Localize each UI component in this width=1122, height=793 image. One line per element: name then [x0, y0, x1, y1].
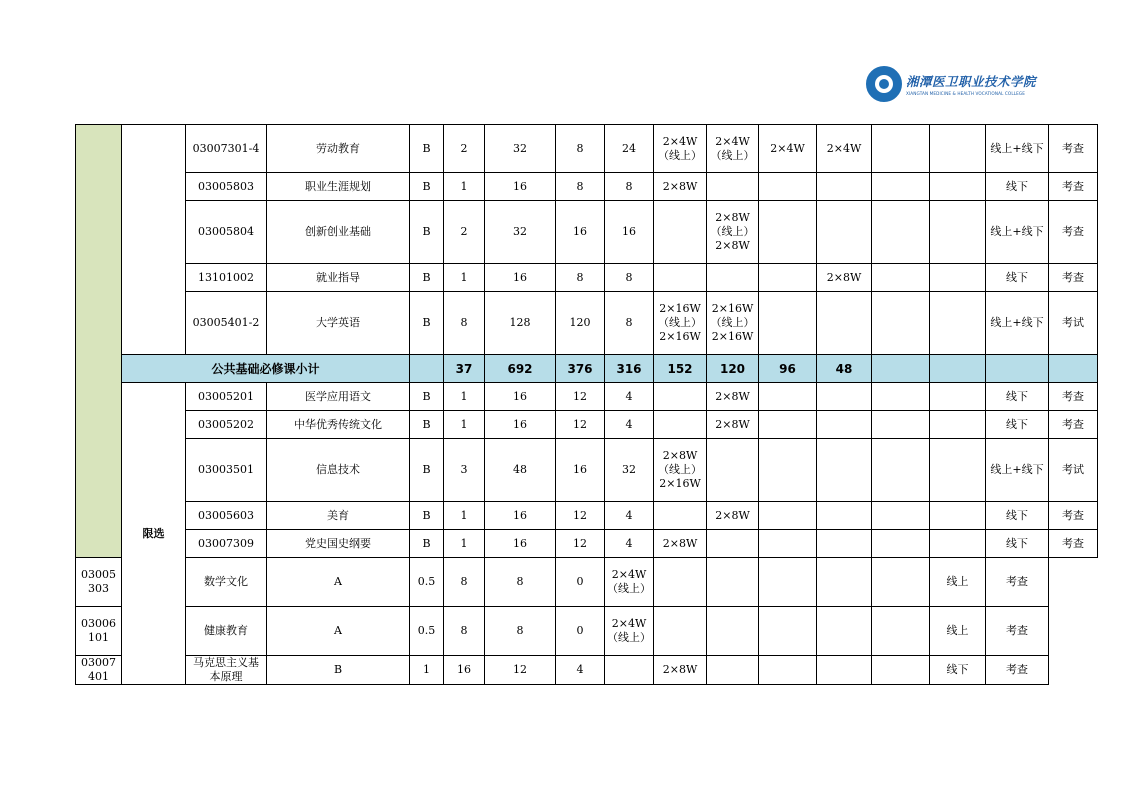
cell-course-code: 03005401-2	[186, 292, 267, 355]
subtotal-practice-hours: 316	[605, 355, 654, 383]
cell-semester-1	[654, 201, 707, 264]
cell-assessment: 考查	[1049, 502, 1098, 530]
cell-semester-6	[930, 173, 986, 201]
cell-semester-1: 2×8W	[654, 173, 707, 201]
cell-semester-1	[654, 264, 707, 292]
cell-semester-1: 2×4W（线上）	[654, 125, 707, 173]
logo-name-cn: 湘潭医卫职业技术学院	[906, 74, 1037, 89]
cell-practice-hours: 4	[605, 411, 654, 439]
cell-course-name: 大学英语	[267, 292, 410, 355]
cell-course-code: 03007401	[76, 656, 122, 685]
cell-practice-hours: 8	[605, 292, 654, 355]
cell-course-name: 健康教育	[186, 607, 267, 656]
subtotal-semester-3: 96	[759, 355, 817, 383]
cell-semester-4	[817, 201, 872, 264]
cell-practice-hours: 4	[556, 656, 605, 685]
cell-semester-4	[817, 502, 872, 530]
cell-semester-6	[930, 292, 986, 355]
cell-teaching-mode: 线上	[930, 607, 986, 656]
cell-practice-hours: 4	[605, 502, 654, 530]
cell-semester-4	[817, 292, 872, 355]
cell-semester-1: 2×4W（线上）	[605, 558, 654, 607]
cell-semester-3	[759, 383, 817, 411]
cell-semester-2	[707, 264, 759, 292]
cell-semester-1: 2×8W（线上） 2×16W	[654, 439, 707, 502]
cell-course-name: 中华优秀传统文化	[267, 411, 410, 439]
cell-credit: 1	[444, 264, 485, 292]
cell-course-code: 03005603	[186, 502, 267, 530]
cell-credit: 1	[444, 383, 485, 411]
cell-semester-1	[654, 411, 707, 439]
college-seal-icon	[866, 66, 902, 102]
cell-semester-2: 2×4W（线上）	[707, 125, 759, 173]
cell-semester-2	[707, 173, 759, 201]
cell-theory-hours: 12	[556, 411, 605, 439]
cell-assessment: 考查	[986, 656, 1049, 685]
cell-semester-2	[707, 530, 759, 558]
cell-semester-3	[759, 292, 817, 355]
cell-semester-6	[872, 558, 930, 607]
cell-semester-2	[654, 607, 707, 656]
cell-teaching-mode: 线上+线下	[986, 292, 1049, 355]
cell-total-hours: 48	[485, 439, 556, 502]
table-row	[76, 173, 1098, 201]
table-row	[76, 502, 1098, 530]
cell-semester-2	[707, 439, 759, 502]
cell-semester-6	[872, 607, 930, 656]
logo-name-en: XIANGTAN MEDICINE & HEALTH VOCATIONAL COLLEGE	[906, 91, 1026, 96]
cell-practice-hours: 8	[605, 173, 654, 201]
subtotal-total-hours: 692	[485, 355, 556, 383]
cell-semester-5	[872, 201, 930, 264]
course-plan-table	[75, 124, 1098, 685]
cell-course-type: B	[410, 292, 444, 355]
cell-course-type: B	[410, 502, 444, 530]
cell-assessment: 考查	[1049, 530, 1098, 558]
cell-semester-4: 2×4W	[817, 125, 872, 173]
cell-course-name: 美育	[267, 502, 410, 530]
subtotal-semester-2: 120	[707, 355, 759, 383]
cell-credit: 0.5	[410, 607, 444, 656]
cell-semester-6	[930, 383, 986, 411]
table-row	[76, 558, 1098, 607]
cell-course-code: 03007301-4	[186, 125, 267, 173]
cell-total-hours: 32	[485, 125, 556, 173]
table-row	[76, 125, 1098, 173]
cell-semester-3	[759, 530, 817, 558]
cell-theory-hours: 12	[556, 530, 605, 558]
cell-practice-hours: 0	[556, 558, 605, 607]
cell-teaching-mode: 线下	[930, 656, 986, 685]
cell-semester-6	[930, 502, 986, 530]
cell-semester-3	[759, 264, 817, 292]
cell-semester-6	[930, 530, 986, 558]
subtotal-type	[410, 355, 444, 383]
cell-course-code: 03005804	[186, 201, 267, 264]
cell-total-hours: 32	[485, 201, 556, 264]
cell-credit: 1	[410, 656, 444, 685]
cell-total-hours: 16	[485, 530, 556, 558]
cell-assessment: 考查	[986, 558, 1049, 607]
cell-semester-1	[654, 502, 707, 530]
cell-total-hours: 16	[485, 411, 556, 439]
cell-semester-5	[817, 607, 872, 656]
cell-total-hours: 16	[444, 656, 485, 685]
subtotal-semester-1: 152	[654, 355, 707, 383]
cell-teaching-mode: 线下	[986, 530, 1049, 558]
cell-credit: 2	[444, 201, 485, 264]
cell-semester-4	[759, 607, 817, 656]
table-row	[76, 292, 1098, 355]
cell-total-hours: 16	[485, 502, 556, 530]
cell-theory-hours: 16	[556, 439, 605, 502]
cell-credit: 1	[444, 411, 485, 439]
cell-practice-hours: 24	[605, 125, 654, 173]
cell-semester-5	[817, 656, 872, 685]
cell-semester-1: 2×4W（线上）	[605, 607, 654, 656]
cell-credit: 8	[444, 292, 485, 355]
cell-teaching-mode: 线上+线下	[986, 125, 1049, 173]
cell-theory-hours: 12	[556, 502, 605, 530]
cell-semester-4	[759, 656, 817, 685]
table-body	[76, 125, 1098, 685]
cell-course-type: B	[410, 383, 444, 411]
cell-practice-hours: 0	[556, 607, 605, 656]
cell-course-type: B	[410, 530, 444, 558]
cell-semester-2: 2×8W	[707, 411, 759, 439]
cell-semester-6	[872, 656, 930, 685]
subtotal-teaching-mode	[986, 355, 1049, 383]
cell-semester-5	[872, 125, 930, 173]
college-logo	[866, 63, 1037, 105]
cell-credit: 1	[444, 173, 485, 201]
cell-semester-5	[872, 530, 930, 558]
subcategory-cell	[122, 125, 186, 355]
cell-assessment: 考查	[986, 607, 1049, 656]
cell-course-code: 13101002	[186, 264, 267, 292]
cell-theory-hours: 120	[556, 292, 605, 355]
cell-total-hours: 128	[485, 292, 556, 355]
subtotal-label: 公共基础必修课小计	[122, 355, 410, 383]
cell-total-hours: 16	[485, 173, 556, 201]
cell-practice-hours: 4	[605, 383, 654, 411]
cell-teaching-mode: 线下	[986, 173, 1049, 201]
cell-semester-5	[872, 292, 930, 355]
cell-practice-hours: 8	[605, 264, 654, 292]
cell-semester-3	[759, 502, 817, 530]
cell-course-name: 劳动教育	[267, 125, 410, 173]
table-row	[76, 607, 1098, 656]
cell-course-type: B	[410, 411, 444, 439]
cell-semester-6	[930, 264, 986, 292]
cell-course-code: 03005803	[186, 173, 267, 201]
cell-course-type: B	[410, 125, 444, 173]
cell-semester-3	[759, 439, 817, 502]
cell-semester-3	[707, 607, 759, 656]
cell-course-name: 职业生涯规划	[267, 173, 410, 201]
table-row	[76, 411, 1098, 439]
cell-theory-hours: 8	[485, 558, 556, 607]
cell-course-type: B	[267, 656, 410, 685]
cell-semester-4	[817, 411, 872, 439]
cell-course-code: 03005202	[186, 411, 267, 439]
cell-course-code: 03007309	[186, 530, 267, 558]
table-row	[76, 530, 1098, 558]
cell-teaching-mode: 线上+线下	[986, 439, 1049, 502]
cell-course-type: B	[410, 201, 444, 264]
subtotal-semester-6	[930, 355, 986, 383]
cell-total-hours: 16	[485, 264, 556, 292]
cell-practice-hours: 16	[605, 201, 654, 264]
cell-semester-5	[872, 173, 930, 201]
cell-semester-3	[759, 411, 817, 439]
cell-semester-5	[817, 558, 872, 607]
table-row	[76, 264, 1098, 292]
cell-theory-hours: 12	[485, 656, 556, 685]
cell-semester-4	[817, 383, 872, 411]
cell-assessment: 考查	[1049, 125, 1098, 173]
cell-course-name: 马克思主义基本原理	[186, 656, 267, 685]
cell-practice-hours: 32	[605, 439, 654, 502]
cell-credit: 0.5	[410, 558, 444, 607]
cell-semester-2	[654, 558, 707, 607]
subtotal-assessment	[1049, 355, 1098, 383]
cell-semester-6	[930, 411, 986, 439]
cell-teaching-mode: 线下	[986, 411, 1049, 439]
table-row	[76, 383, 1098, 411]
cell-semester-5	[872, 439, 930, 502]
cell-semester-6	[930, 201, 986, 264]
cell-theory-hours: 12	[556, 383, 605, 411]
cell-teaching-mode: 线下	[986, 383, 1049, 411]
cell-assessment: 考查	[1049, 173, 1098, 201]
subtotal-theory-hours: 376	[556, 355, 605, 383]
cell-teaching-mode: 线下	[986, 264, 1049, 292]
cell-total-hours: 16	[485, 383, 556, 411]
cell-total-hours: 8	[444, 558, 485, 607]
cell-course-code: 03005201	[186, 383, 267, 411]
cell-semester-1	[605, 656, 654, 685]
cell-semester-4	[817, 530, 872, 558]
cell-semester-5	[872, 411, 930, 439]
cell-theory-hours: 8	[556, 264, 605, 292]
cell-semester-3	[707, 558, 759, 607]
cell-semester-5	[872, 502, 930, 530]
cell-course-type: A	[267, 558, 410, 607]
cell-semester-3	[707, 656, 759, 685]
cell-semester-4	[759, 558, 817, 607]
cell-assessment: 考查	[1049, 264, 1098, 292]
cell-semester-2: 2×8W（线上）2×8W	[707, 201, 759, 264]
cell-semester-4	[817, 173, 872, 201]
cell-semester-4	[817, 439, 872, 502]
cell-course-code: 03005303	[76, 558, 122, 607]
cell-credit: 1	[444, 530, 485, 558]
category-cell	[76, 125, 122, 558]
cell-semester-1	[654, 383, 707, 411]
cell-course-type: B	[410, 439, 444, 502]
cell-course-name: 医学应用语文	[267, 383, 410, 411]
cell-semester-1: 2×16W（线上）2×16W	[654, 292, 707, 355]
cell-teaching-mode: 线上	[930, 558, 986, 607]
cell-theory-hours: 16	[556, 201, 605, 264]
cell-semester-3	[759, 173, 817, 201]
cell-course-name: 信息技术	[267, 439, 410, 502]
cell-semester-6	[930, 125, 986, 173]
cell-assessment: 考试	[1049, 292, 1098, 355]
cell-course-name: 数学文化	[186, 558, 267, 607]
cell-semester-5	[872, 264, 930, 292]
cell-course-name: 党史国史纲要	[267, 530, 410, 558]
cell-course-type: B	[410, 264, 444, 292]
cell-semester-2: 2×8W	[654, 656, 707, 685]
cell-credit: 3	[444, 439, 485, 502]
cell-teaching-mode: 线下	[986, 502, 1049, 530]
cell-semester-6	[930, 439, 986, 502]
cell-practice-hours: 4	[605, 530, 654, 558]
cell-semester-2: 2×16W（线上）2×16W	[707, 292, 759, 355]
cell-credit: 1	[444, 502, 485, 530]
table-row	[76, 439, 1098, 502]
cell-semester-4: 2×8W	[817, 264, 872, 292]
cell-assessment: 考试	[1049, 439, 1098, 502]
cell-course-type: A	[267, 607, 410, 656]
cell-course-name: 创新创业基础	[267, 201, 410, 264]
cell-course-code: 03003501	[186, 439, 267, 502]
cell-credit: 2	[444, 125, 485, 173]
cell-course-type: B	[410, 173, 444, 201]
subtotal-row	[76, 355, 1098, 383]
table-row	[76, 201, 1098, 264]
subtotal-semester-4: 48	[817, 355, 872, 383]
cell-theory-hours: 8	[556, 173, 605, 201]
subtotal-semester-5	[872, 355, 930, 383]
cell-theory-hours: 8	[556, 125, 605, 173]
cell-semester-3: 2×4W	[759, 125, 817, 173]
cell-semester-2: 2×8W	[707, 502, 759, 530]
cell-assessment: 考查	[1049, 201, 1098, 264]
restricted-category-label: 限选	[122, 383, 186, 685]
cell-assessment: 考查	[1049, 383, 1098, 411]
cell-course-name: 就业指导	[267, 264, 410, 292]
cell-semester-2: 2×8W	[707, 383, 759, 411]
cell-semester-1: 2×8W	[654, 530, 707, 558]
cell-course-code: 03006101	[76, 607, 122, 656]
subtotal-credit: 37	[444, 355, 485, 383]
table-row	[76, 656, 1098, 685]
cell-teaching-mode: 线上+线下	[986, 201, 1049, 264]
cell-theory-hours: 8	[485, 607, 556, 656]
cell-total-hours: 8	[444, 607, 485, 656]
cell-assessment: 考查	[1049, 411, 1098, 439]
cell-semester-3	[759, 201, 817, 264]
cell-semester-5	[872, 383, 930, 411]
